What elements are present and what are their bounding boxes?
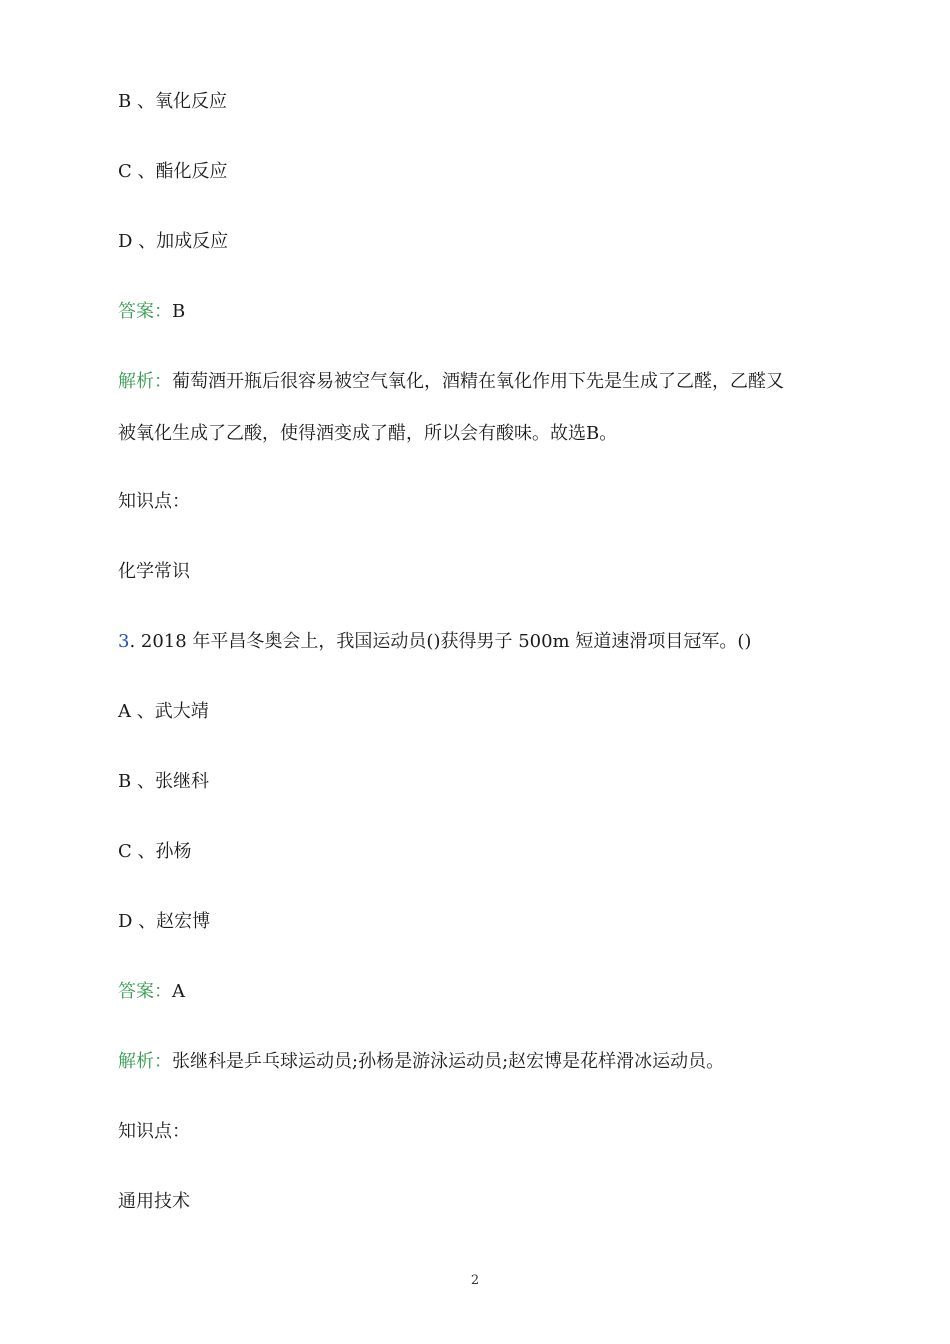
q3-analysis-text: 张继科是乒乓球运动员;孙杨是游泳运动员;赵宏博是花样滑冰运动员。 [172,1051,725,1072]
q3-number: 3 [118,631,130,652]
q3-option-a: A 、武大靖 [118,701,209,722]
q3-answer-label: 答案： [118,981,172,1002]
q2-option-d: D 、加成反应 [118,231,229,252]
q2-analysis-label: 解析： [118,371,172,392]
q3-option-d: D 、赵宏博 [118,911,211,932]
q3-analysis [118,1050,724,1074]
q3-knowledge-value: 通用技术 [118,1191,190,1212]
q3-knowledge-label: 知识点： [118,1121,190,1142]
q3-answer [118,980,185,1004]
q3-option-b: B 、张继科 [118,771,209,792]
q3-question [118,630,751,654]
q3-question-text: 2018 年平昌冬奥会上，我国运动员()获得男子 500m 短道速滑项目冠军。() [140,631,752,652]
q2-analysis-line2: 被氧化生成了乙酸，使得酒变成了醋，所以会有酸味。故选B。 [118,423,618,444]
q2-analysis-line1 [118,370,784,394]
q2-analysis-text-1: 葡萄酒开瓶后很容易被空气氧化，酒精在氧化作用下先是生成了乙醛，乙醛又 [172,371,784,392]
q3-analysis-label: 解析： [118,1051,172,1072]
page-number: 2 [470,1273,480,1288]
q3-number-sep: . [129,631,141,652]
q2-answer-label: 答案： [118,301,172,322]
q2-knowledge-value: 化学常识 [118,561,190,582]
q2-answer [118,300,185,324]
q2-option-b: B 、氧化反应 [118,91,227,112]
q3-answer-value: A [172,981,185,1002]
q3-option-c: C 、孙杨 [118,841,192,862]
q2-answer-value: B [172,301,186,322]
q2-option-c: C 、酯化反应 [118,161,228,182]
q2-knowledge-label: 知识点： [118,491,190,512]
